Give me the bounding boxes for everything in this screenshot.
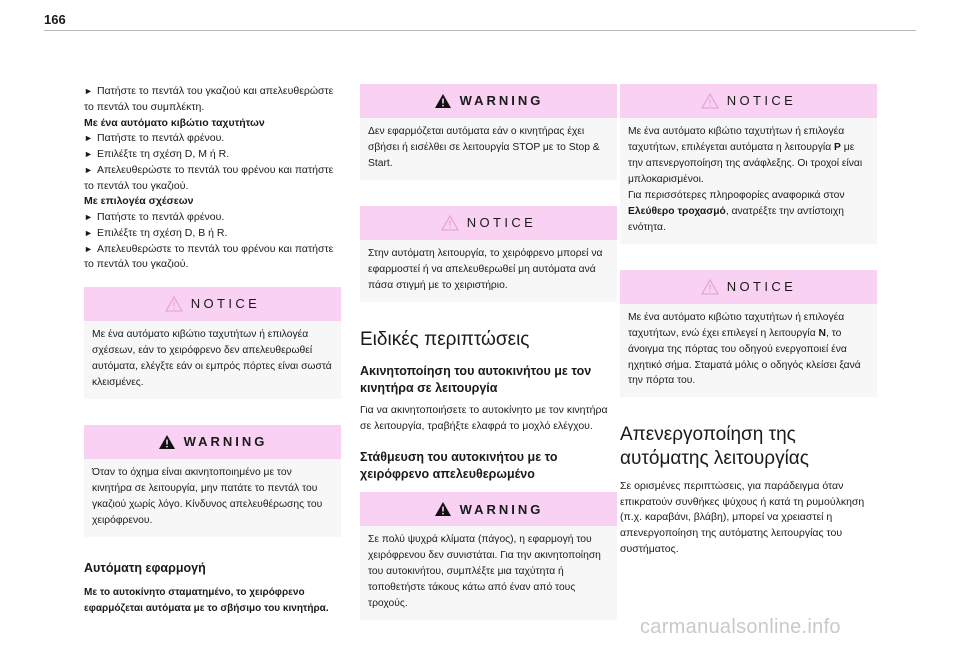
warning-header	[360, 492, 617, 526]
instruction-line: ► Απελευθερώστε το πεντάλ του φρένου και πατήστε	[84, 163, 334, 176]
caution-triangle-icon	[165, 296, 183, 312]
instruction-line: το πεντάλ του συμπλέκτη.	[84, 100, 205, 113]
caution-triangle-icon	[701, 279, 719, 295]
watermark: carmanualsonline.info	[640, 616, 841, 638]
instruction-line: ► Πατήστε το πεντάλ φρένου.	[84, 132, 225, 145]
arrow-icon: ►	[84, 243, 93, 254]
instruction-subheading: Με ένα αυτόματο κιβώτιο ταχυτήτων	[84, 116, 265, 129]
instruction-line: ► Επιλέξτε τη σχέση D, M ή R.	[84, 148, 230, 160]
caution-triangle-icon	[441, 215, 459, 231]
section-title: Αυτόματη εφαρμογή	[84, 560, 206, 575]
arrow-icon: ►	[84, 86, 93, 96]
section-heading: Απενεργοποίηση της αυτόματης λειτουργίας	[620, 424, 809, 470]
notice-box	[360, 206, 617, 302]
warning-header	[84, 425, 341, 459]
instruction-line: ► Πατήστε το πεντάλ του γκαζιού και απελευθερώστε	[84, 85, 334, 97]
section-heading: Ειδικές περιπτώσεις	[360, 328, 530, 350]
column-3	[620, 84, 877, 572]
instruction-line: το πεντάλ του γκαζιού.	[84, 179, 189, 192]
instruction-line: ► Πατήστε το πεντάλ φρένου.	[84, 211, 225, 223]
notice-title: NOTICE	[190, 296, 261, 312]
notice-title: NOTICE	[466, 215, 537, 231]
instruction-line: το πεντάλ του γκαζιού.	[84, 258, 189, 271]
warning-triangle-icon	[434, 93, 452, 109]
notice-box	[620, 84, 877, 244]
top-rule	[44, 30, 916, 31]
arrow-icon: ►	[84, 133, 93, 144]
instruction-line: ► Απελευθερώστε το πεντάλ του φρένου και πατήστε	[84, 242, 334, 255]
notice-box	[84, 287, 341, 399]
warning-box	[360, 84, 617, 180]
warning-triangle-icon	[434, 501, 452, 517]
instruction-list	[84, 84, 341, 273]
instruction-line: ► Επιλέξτε τη σχέση D, B ή R.	[84, 226, 228, 239]
warning-body: Όταν το όχημα είναι ακινητοποιημένο με τον κινητήρα σε λειτουργία, μην πατάτε το πεντάλ του γκαζιού χωρίς λόγο. Κίνδυνος απελευθέρωσης του χειρόφρενου.	[92, 466, 323, 526]
section-body: Σε ορισμένες περιπτώσεις, για παράδειγμα όταν επικρατούν συνθήκες ψύχους ή κατά τη ρυμούλκηση (π.χ. καραβάνι, βλάβη), μπορεί να χρειαστεί η απενεργοποίηση της αυτόματης λειτουργίας του συστήματος.	[620, 479, 865, 555]
arrow-icon: ►	[84, 227, 93, 238]
notice-header	[620, 270, 877, 304]
notice-title: NOTICE	[726, 93, 797, 109]
arrow-icon: ►	[84, 212, 93, 222]
arrow-icon: ►	[84, 164, 93, 175]
notice-body: Στην αυτόματη λειτουργία, το χειρόφρενο μπορεί να εφαρμοστεί ή να απελευθερωθεί μη αυτόματα ανά πάσα στιγμή με το χειριστήριο.	[368, 247, 603, 291]
notice-header	[360, 206, 617, 240]
subsection-body: Για να ακινητοποιήσετε το αυτοκίνητο με τον κινητήρα σε λειτουργία, τραβήξτε ελαφρά το μοχλό ελέγχου.	[360, 404, 608, 432]
warning-title: WARNING	[459, 501, 544, 517]
section-subtitle: Με το αυτοκίνητο σταματημένο, το χειρόφρενο εφαρμόζεται αυτόματα με το σβήσιμο του κινητήρα.	[84, 587, 329, 614]
arrow-icon: ►	[84, 149, 93, 159]
subsection-title: Ακινητοποίηση του αυτοκινήτου με τον κινητήρα σε λειτουργία	[360, 364, 592, 396]
notice-header	[620, 84, 877, 118]
instruction-subheading: Με επιλογέα σχέσεων	[84, 195, 194, 208]
warning-box	[360, 492, 617, 620]
warning-body: Δεν εφαρμόζεται αυτόματα εάν ο κινητήρας έχει σβήσει ή εισέλθει σε λειτουργία STOP με το Stop & Start.	[368, 126, 600, 169]
page-number: 166	[44, 12, 66, 27]
warning-body: Σε πολύ ψυχρά κλίματα (πάγος), η εφαρμογή του χειρόφρενου δεν συνιστάται. Για την ακινητοποίηση του αυτοκινήτου, συμπλέξτε μια ταχύτητα ή τοποθετήστε τάκους κάτω από έναν από τους τροχούς.	[368, 534, 601, 610]
notice-title: NOTICE	[726, 278, 797, 294]
warning-header	[360, 84, 617, 118]
subsection-title: Στάθμευση του αυτοκινήτου με το χειρόφρενο απελευθερωμένο	[360, 449, 558, 481]
warning-triangle-icon	[158, 434, 176, 450]
column-1	[84, 84, 341, 616]
notice-body: Με ένα αυτόματο κιβώτιο ταχυτήτων ή επιλογέα ταχυτήτων, ενώ έχει επιλεγεί η λειτουργία N, το άνοιγμα της πόρτας του οδηγού ενεργοποιεί ένα ηχητικό σήμα. Σταματά μόλις ο οδηγός κλείσει ξανά την πόρτα του.	[628, 311, 861, 387]
notice-box	[620, 270, 877, 398]
warning-box	[84, 425, 341, 537]
column-2	[360, 84, 617, 646]
notice-body: Με ένα αυτόματο κιβώτιο ταχυτήτων ή επιλογέα ταχυτήτων, επιλέγεται αυτόματα η λειτουργία P με την απενεργοποίηση της ανάφλεξης. Οι τροχοί είναι μπλοκαρισμένοι. Για περισσότερες πληροφορίες αναφορικά στον Ελεύθερο τροχασμό, ανατρέξτε την αντίστοιχη ενότητα.	[628, 126, 863, 233]
notice-header	[84, 287, 341, 321]
warning-title: WARNING	[459, 93, 544, 109]
notice-body: Με ένα αυτόματο κιβώτιο ταχυτήτων ή επιλογέα σχέσεων, εάν το χειρόφρενο δεν απελευθερωθεί αυτόματα, ελέγξτε εάν οι εμπρός πόρτες είναι σωστά κλεισμένες.	[92, 329, 332, 388]
caution-triangle-icon	[701, 93, 719, 109]
warning-title: WARNING	[183, 434, 268, 450]
